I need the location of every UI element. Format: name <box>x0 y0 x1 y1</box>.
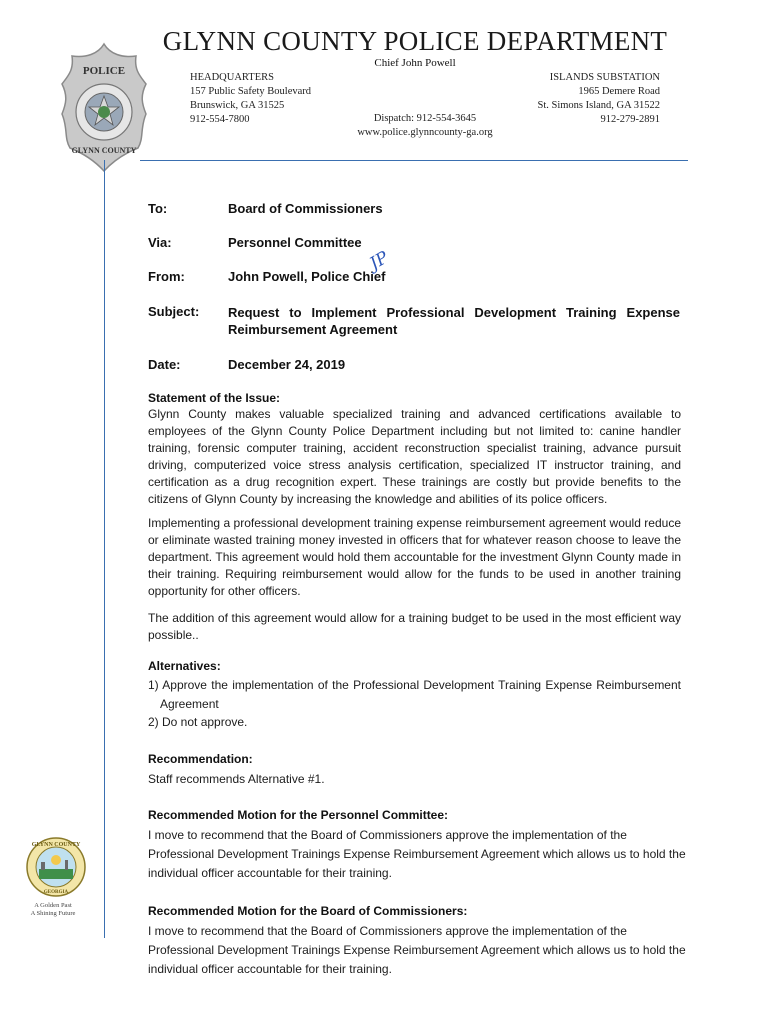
statement-paragraph-2: Implementing a professional development training expense reimbursement agreement would reduce or eliminate wasted training money invested in officers that for whatever reason choose to leave the department. This agreement would hold them accountable for the investment Glynn County made in their training. Requiring reimbursement would allow for the funds to be used in another training opportunity for other officers. <box>148 516 681 598</box>
motion-personnel-text: I move to recommend that the Board of Commissioners approve the implementation of the Professional Development Trainings Expense Reimbursement Agreement which allows us to hold the individual officer accountable for their training. <box>148 828 686 880</box>
hq-line2: Brunswick, GA 31525 <box>190 100 285 111</box>
statement-paragraph-1: Glynn County makes valuable specialized training and advanced certifications available to employees of the Glynn County Police Department including but not limited to: canine handler training, forensic computer training, accident reconstruction specialist training, advance pursuit driving, computerized voice stress analysis certification, specialized IT instructor training, and certification as a drug recognition expert. These trainings are costly but provide benefits to the citizens of Glynn County by increasing the knowledge and abilities of its police officers. <box>148 407 681 506</box>
motion-board-text: I move to recommend that the Board of Commissioners approve the implementation of the Professional Development Trainings Expense Reimbursement Agreement which allows us to hold the individual officer accountable for their training. <box>148 924 686 976</box>
alternative-2: 2) Do not approve. <box>148 715 248 729</box>
department-title: GLYNN COUNTY POLICE DEPARTMENT <box>162 26 668 56</box>
dispatch-block <box>330 112 520 140</box>
hq-phone: 912-554-7800 <box>190 114 250 125</box>
police-badge-logo <box>58 40 150 175</box>
signature-initials: JP <box>366 247 393 275</box>
website-link[interactable]: www.police.glynncounty-ga.org <box>357 127 493 138</box>
recommendation-heading: Recommendation: <box>148 752 253 766</box>
alternative-1: 1) Approve the implementation of the Professional Development Training Expense Reimbursement <box>148 678 681 692</box>
from-value: John Powell, Police Chief <box>228 269 386 284</box>
islands-phone: 912-279-2891 <box>600 114 660 125</box>
alternatives-heading: Alternatives: <box>148 659 221 673</box>
motion-board-heading: Recommended Motion for the Board of Commissioners: <box>148 904 468 918</box>
islands-title: ISLANDS SUBSTATION <box>549 72 660 83</box>
statement-paragraph-3: The addition of this agreement would allow for a training budget to be used in the most efficient way possible.. <box>148 611 681 642</box>
recommendation-text: Staff recommends Alternative #1. <box>148 772 325 786</box>
seal-top-text: GLYNN COUNTY <box>31 842 81 848</box>
county-seal-logo <box>25 836 87 898</box>
hq-line1: 157 Public Safety Boulevard <box>190 86 312 97</box>
motto-line-2: A Shining Future <box>30 910 76 917</box>
badge-bottom-text: GLYNN COUNTY <box>71 146 137 155</box>
hq-title: HEADQUARTERS <box>190 72 274 83</box>
subject-label: Subject: <box>148 304 200 319</box>
to-label: To: <box>148 201 168 216</box>
alternative-1-cont: Agreement <box>160 697 219 711</box>
seal-motto <box>18 902 88 918</box>
subject-value: Request to Implement Professional Development Training Expense Reimbursement Agreement <box>228 305 680 337</box>
islands-line1: 1965 Demere Road <box>578 86 660 97</box>
motion-personnel-heading: Recommended Motion for the Personnel Committee: <box>148 808 449 822</box>
badge-top-text: POLICE <box>82 65 126 77</box>
via-label: Via: <box>148 235 172 250</box>
margin-rule <box>104 160 105 938</box>
to-value: Board of Commissioners <box>228 201 383 216</box>
statement-heading: Statement of the Issue: <box>148 391 281 405</box>
date-value: December 24, 2019 <box>228 357 346 372</box>
date-label: Date: <box>148 357 181 372</box>
headquarters-address <box>190 71 311 127</box>
header-divider <box>140 160 688 161</box>
via-value: Personnel Committee <box>228 235 362 250</box>
motto-line-1: A Golden Past <box>34 902 72 909</box>
from-label: From: <box>148 269 185 284</box>
chief-name: Chief John Powell <box>374 57 456 69</box>
islands-line2: St. Simons Island, GA 31522 <box>537 100 660 111</box>
dispatch-phone: Dispatch: 912-554-3645 <box>373 113 477 124</box>
seal-bottom-text: GEORGIA <box>43 890 69 895</box>
